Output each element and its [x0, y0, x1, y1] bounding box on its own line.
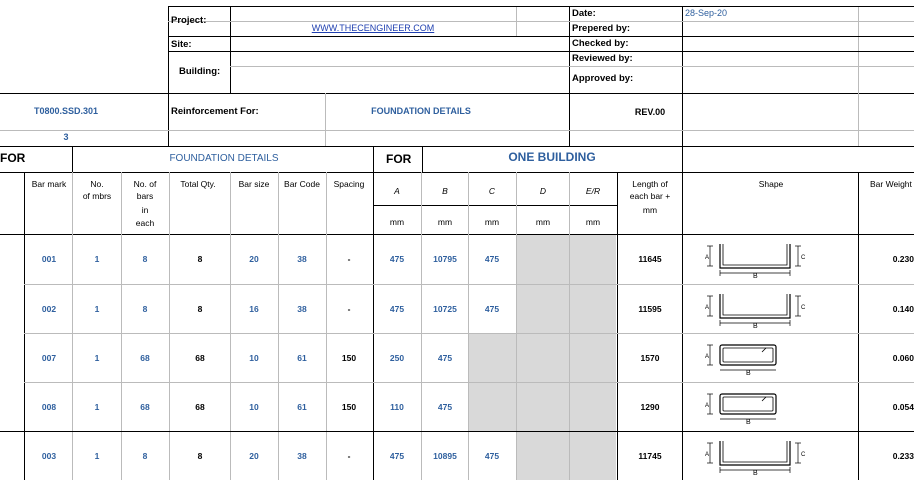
grid-line — [230, 172, 231, 480]
bar-shape-icon — [700, 386, 812, 428]
bar-shape-icon — [700, 288, 812, 330]
grid-line — [24, 382, 914, 383]
reviewed-by-label: Reviewed by: — [572, 53, 633, 64]
shape-label-b: B — [753, 273, 758, 280]
cell-mbrs[interactable]: 1 — [94, 253, 100, 264]
grid-line — [24, 333, 914, 334]
col-no-bars-2: bars — [136, 191, 154, 201]
cell-size[interactable]: 16 — [249, 303, 259, 314]
grid-line — [422, 146, 423, 172]
cell-total[interactable]: 68 — [195, 352, 205, 363]
cell-weight[interactable]: 0.140 — [892, 303, 914, 314]
unit-d: mm — [535, 217, 551, 227]
grid-line — [230, 66, 914, 67]
col-no-bars-1: No. of — [133, 179, 157, 189]
grid-line — [168, 93, 169, 146]
cell-mark[interactable]: 008 — [41, 401, 57, 412]
grid-line — [24, 284, 914, 285]
cell-c[interactable]: 475 — [484, 253, 500, 264]
date-label: Date: — [572, 8, 596, 19]
cell-mbrs[interactable]: 1 — [94, 450, 100, 461]
col-bar-weight: Bar Weight — [870, 179, 912, 189]
grid-line — [121, 172, 122, 480]
cell-weight[interactable]: 0.230 — [892, 253, 914, 264]
grid-line — [0, 130, 914, 131]
cell-a[interactable]: 110 — [390, 401, 404, 412]
shape-label-a: A — [705, 403, 710, 409]
cell-spacing[interactable]: - — [347, 253, 351, 264]
cell-b[interactable]: 475 — [437, 352, 453, 363]
shape-label-c: C — [801, 305, 806, 311]
bar-shape-icon — [700, 238, 812, 280]
grid-line — [858, 93, 859, 146]
cell-spacing[interactable]: 150 — [341, 352, 357, 363]
closed-link-shape — [707, 345, 776, 370]
cell-spacing[interactable]: - — [347, 450, 351, 461]
cell-length[interactable]: 11745 — [638, 450, 662, 461]
grid-line — [682, 146, 683, 172]
unit-er: mm — [585, 217, 601, 227]
cell-size[interactable]: 20 — [249, 450, 259, 461]
col-total-qty: Total Qty. — [180, 179, 216, 189]
cell-a[interactable]: 475 — [389, 303, 405, 314]
col-a: A — [394, 186, 400, 196]
grid-line — [168, 21, 914, 22]
cell-weight[interactable]: 0.233 — [892, 450, 914, 461]
grid-line — [278, 172, 279, 480]
cell-bars[interactable]: 8 — [142, 450, 148, 461]
cell-b[interactable]: 10895 — [433, 450, 457, 461]
cell-spacing[interactable]: 150 — [341, 401, 357, 412]
bar-shape-icon — [700, 337, 812, 379]
u-bar-shape — [707, 441, 801, 473]
cell-mark[interactable]: 001 — [41, 253, 57, 264]
cell-mark[interactable]: 003 — [41, 450, 57, 461]
section-for-left: FOR — [0, 151, 26, 165]
cell-length[interactable]: 1570 — [640, 352, 660, 363]
col-c: C — [488, 186, 496, 196]
cell-bars[interactable]: 68 — [140, 401, 150, 412]
col-b: B — [442, 186, 448, 196]
grid-line — [169, 172, 170, 480]
revision[interactable]: REV.00 — [634, 107, 666, 117]
cell-mark[interactable]: 007 — [41, 352, 57, 363]
col-spacing: Spacing — [333, 179, 365, 189]
grid-line — [0, 431, 914, 432]
cell-code[interactable]: 61 — [297, 352, 307, 363]
grid-line — [617, 172, 618, 480]
shape-label-b: B — [746, 419, 751, 426]
col-length-1: Length of — [632, 179, 668, 189]
section-title-right: ONE BUILDING — [508, 150, 596, 164]
grid-line — [72, 146, 73, 172]
cell-mbrs[interactable]: 1 — [94, 401, 100, 412]
shape-label-c: C — [801, 255, 806, 261]
grid-line — [0, 146, 914, 147]
shape-label-a: A — [705, 452, 710, 458]
grid-line — [168, 51, 914, 52]
col-no-bars-4: each — [135, 218, 155, 228]
cell-size[interactable]: 10 — [249, 352, 259, 363]
col-no-mbrs-1: No. — [90, 179, 104, 189]
project-label: Project: — [171, 15, 207, 26]
grid-line — [682, 6, 683, 93]
approved-by-label: Approved by: — [572, 73, 634, 84]
document-number[interactable]: T0800.SSD.301 — [33, 106, 99, 116]
cell-b[interactable]: 10795 — [433, 253, 457, 264]
shape-label-b: B — [753, 470, 758, 477]
cell-a[interactable]: 475 — [389, 450, 405, 461]
unit-b: mm — [437, 217, 453, 227]
grid-line — [373, 172, 374, 480]
site-label: Site: — [171, 39, 192, 50]
unit-a: mm — [389, 217, 405, 227]
grid-line — [168, 6, 914, 7]
col-bar-size: Bar size — [238, 179, 270, 189]
col-er: E/R — [585, 186, 601, 196]
grid-line — [569, 172, 570, 480]
col-length-3: mm — [642, 205, 658, 215]
cell-b[interactable]: 475 — [437, 401, 453, 412]
cell-code[interactable]: 61 — [297, 401, 307, 412]
u-bar-shape — [707, 294, 801, 326]
grid-line — [325, 93, 326, 146]
col-shape: Shape — [758, 179, 784, 189]
reinforcement-for-label: Reinforcement For: — [171, 106, 259, 117]
unused-cell — [517, 235, 616, 480]
cell-size[interactable]: 20 — [249, 253, 259, 264]
sheet-number[interactable]: 3 — [63, 132, 69, 142]
section-title-left: FOUNDATION DETAILS — [169, 153, 279, 164]
grid-line — [0, 93, 914, 94]
shape-label-a: A — [705, 305, 710, 311]
grid-line — [569, 93, 570, 146]
col-bar-code: Bar Code — [284, 179, 320, 189]
grid-line — [0, 234, 914, 235]
cell-length[interactable]: 1290 — [640, 401, 660, 412]
cell-total[interactable]: 8 — [197, 253, 203, 264]
cell-c[interactable]: 475 — [484, 450, 500, 461]
bar-shape-icon — [700, 435, 812, 477]
col-bar-mark: Bar mark — [31, 179, 67, 189]
cell-weight[interactable]: 0.054 — [892, 401, 914, 412]
col-no-bars-3: in — [141, 205, 149, 215]
cell-a[interactable]: 250 — [389, 352, 405, 363]
checked-by-label: Checked by: — [572, 38, 629, 49]
grid-line — [569, 6, 570, 93]
cell-spacing[interactable]: - — [347, 303, 351, 314]
cell-b[interactable]: 10725 — [433, 303, 457, 314]
col-length-2: each bar + — [629, 191, 671, 201]
shape-label-b: B — [753, 323, 758, 330]
grid-line — [373, 146, 374, 172]
grid-line — [468, 172, 469, 480]
cell-total[interactable]: 68 — [195, 401, 205, 412]
cell-mark[interactable]: 002 — [41, 303, 57, 314]
website-link[interactable]: WWW.THECENGINEER.COM — [311, 23, 435, 33]
grid-line — [373, 205, 617, 206]
shape-label-a: A — [705, 354, 710, 360]
unit-c: mm — [484, 217, 500, 227]
col-no-mbrs-2: of mbrs — [82, 191, 112, 201]
shape-label-c: C — [801, 452, 806, 458]
reinforcement-for-value[interactable]: FOUNDATION DETAILS — [371, 106, 471, 116]
cell-c[interactable]: 475 — [484, 303, 500, 314]
cell-code[interactable]: 38 — [297, 450, 307, 461]
grid-line — [858, 6, 859, 93]
shape-label-a: A — [705, 255, 710, 261]
col-d: D — [539, 186, 547, 196]
shape-label-b: B — [746, 370, 751, 377]
u-bar-shape — [707, 244, 801, 276]
grid-line — [24, 172, 25, 480]
cell-code[interactable]: 38 — [297, 303, 307, 314]
grid-line — [230, 6, 231, 93]
section-for-right: FOR — [386, 152, 412, 166]
grid-line — [0, 172, 914, 173]
cell-total[interactable]: 8 — [197, 303, 203, 314]
cell-mbrs[interactable]: 1 — [94, 352, 100, 363]
cell-code[interactable]: 38 — [297, 253, 307, 264]
cell-mbrs[interactable]: 1 — [94, 303, 100, 314]
grid-line — [168, 36, 914, 37]
cell-bars[interactable]: 8 — [142, 253, 148, 264]
cell-bars[interactable]: 68 — [140, 352, 150, 363]
cell-length[interactable]: 11595 — [638, 303, 662, 314]
grid-line — [168, 6, 169, 93]
closed-link-shape — [707, 394, 776, 419]
cell-length[interactable]: 11645 — [638, 253, 662, 264]
grid-line — [326, 172, 327, 480]
cell-size[interactable]: 10 — [249, 401, 259, 412]
cell-weight[interactable]: 0.060 — [892, 352, 914, 363]
cell-bars[interactable]: 8 — [142, 303, 148, 314]
prepared-by-label: Prepered by: — [572, 23, 631, 34]
grid-line — [516, 172, 517, 480]
grid-line — [858, 172, 859, 480]
cell-a[interactable]: 475 — [389, 253, 405, 264]
building-label: Building: — [179, 66, 221, 77]
grid-line — [682, 172, 683, 480]
grid-line — [682, 93, 683, 146]
cell-total[interactable]: 8 — [197, 450, 203, 461]
grid-line — [421, 172, 422, 480]
grid-line — [72, 172, 73, 480]
date-value[interactable]: 28-Sep-20 — [685, 8, 728, 18]
